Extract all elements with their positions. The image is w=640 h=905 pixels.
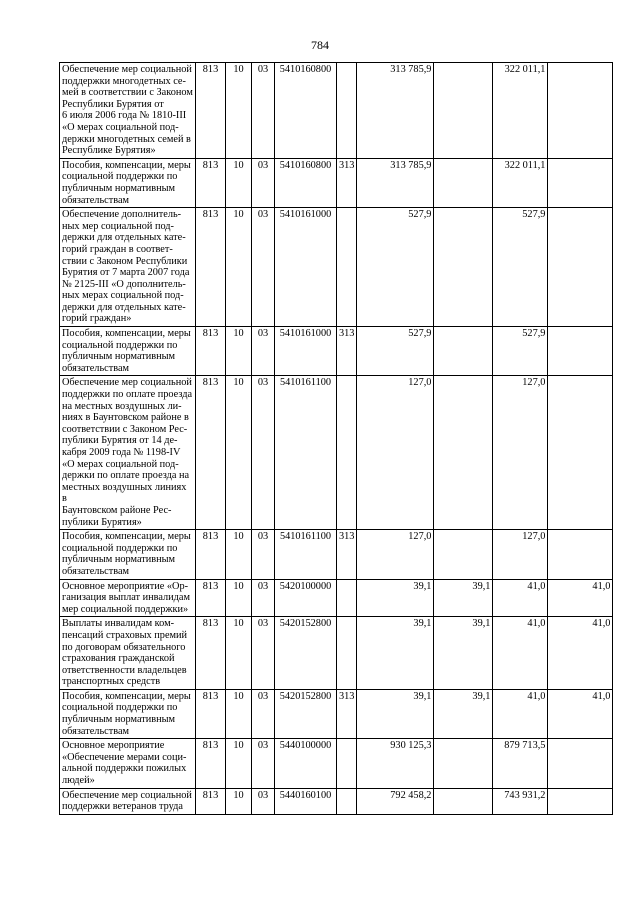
amount-year2-federal-cell [548, 158, 613, 207]
amount-year2-cell: 41,0 [493, 579, 548, 617]
row-name-cell: Основное мероприятие «Обеспечение мерами соци- альной поддержки пожилых людей» [60, 739, 196, 788]
section-cell: 10 [226, 689, 252, 738]
glava-cell: 813 [196, 788, 226, 814]
amount-year2-cell: 322 011,1 [493, 63, 548, 159]
amount-year2-federal-cell [548, 327, 613, 376]
amount-year1-federal-cell [434, 327, 493, 376]
section-cell: 10 [226, 617, 252, 690]
amount-year1-federal-cell: 39,1 [434, 689, 493, 738]
amount-year2-federal-cell: 41,0 [548, 617, 613, 690]
glava-cell: 813 [196, 208, 226, 327]
row-name-cell: Пособия, компенсации, меры социальной поддержки по публичным нормативным обязательствам [60, 689, 196, 738]
subsection-cell: 03 [252, 689, 275, 738]
expense-type-cell [337, 376, 357, 530]
glava-cell: 813 [196, 376, 226, 530]
table-row [60, 376, 613, 530]
subsection-cell: 03 [252, 63, 275, 159]
target-article-cell: 5420152800 [275, 689, 337, 738]
amount-year1-cell: 39,1 [357, 579, 434, 617]
amount-year2-federal-cell [548, 208, 613, 327]
amount-year1-cell: 930 125,3 [357, 739, 434, 788]
subsection-cell: 03 [252, 208, 275, 327]
amount-year1-cell: 313 785,9 [357, 63, 434, 159]
amount-year1-federal-cell [434, 63, 493, 159]
subsection-cell: 03 [252, 788, 275, 814]
subsection-cell: 03 [252, 327, 275, 376]
section-cell: 10 [226, 739, 252, 788]
subsection-cell: 03 [252, 739, 275, 788]
glava-cell: 813 [196, 158, 226, 207]
target-article-cell: 5410161000 [275, 208, 337, 327]
subsection-cell: 03 [252, 530, 275, 579]
amount-year1-federal-cell [434, 788, 493, 814]
amount-year1-cell: 39,1 [357, 617, 434, 690]
glava-cell: 813 [196, 579, 226, 617]
expense-type-cell: 313 [337, 158, 357, 207]
amount-year1-cell: 527,9 [357, 327, 434, 376]
table-row [60, 739, 613, 788]
amount-year2-federal-cell: 41,0 [548, 579, 613, 617]
table-row [60, 63, 613, 159]
expense-type-cell [337, 617, 357, 690]
target-article-cell: 5410161100 [275, 530, 337, 579]
section-cell: 10 [226, 63, 252, 159]
page-number: 784 [311, 38, 329, 52]
amount-year1-cell: 39,1 [357, 689, 434, 738]
glava-cell: 813 [196, 63, 226, 159]
table-body [60, 63, 613, 815]
subsection-cell: 03 [252, 158, 275, 207]
subsection-cell: 03 [252, 376, 275, 530]
subsection-cell: 03 [252, 579, 275, 617]
row-name-cell: Пособия, компенсации, меры социальной поддержки по публичным нормативным обязательствам [60, 158, 196, 207]
row-name-cell: Пособия, компенсации, меры социальной поддержки по публичным нормативным обязательствам [60, 530, 196, 579]
expense-type-cell [337, 208, 357, 327]
section-cell: 10 [226, 158, 252, 207]
table-row [60, 579, 613, 617]
section-cell: 10 [226, 376, 252, 530]
amount-year2-federal-cell: 41,0 [548, 689, 613, 738]
expense-type-cell [337, 579, 357, 617]
row-name-cell: Выплаты инвалидам ком- пенсаций страховых премий по договорам обязательного страхования гражданской ответственности владельцев транспортных средств [60, 617, 196, 690]
section-cell: 10 [226, 530, 252, 579]
expense-type-cell: 313 [337, 327, 357, 376]
section-cell: 10 [226, 208, 252, 327]
amount-year1-cell: 127,0 [357, 530, 434, 579]
table-row [60, 327, 613, 376]
amount-year2-cell: 41,0 [493, 617, 548, 690]
amount-year1-cell: 527,9 [357, 208, 434, 327]
amount-year1-cell: 792 458,2 [357, 788, 434, 814]
target-article-cell: 5410160800 [275, 158, 337, 207]
amount-year2-cell: 743 931,2 [493, 788, 548, 814]
target-article-cell: 5440100000 [275, 739, 337, 788]
row-name-cell: Обеспечение мер социальной поддержки по оплате проезда на местных воздушных ли- ниях в Баунтовском районе в соответствии с Законом Рес- публики Бурятия от 14 де- кабря 2009 года № 1198-IV «О мерах социальной под- держки по оплате проезда на местных воздушных линиях в Баунтовском районе Рес- публики Бурятия» [60, 376, 196, 530]
glava-cell: 813 [196, 739, 226, 788]
amount-year2-cell: 127,0 [493, 376, 548, 530]
table-row [60, 689, 613, 738]
table-row [60, 530, 613, 579]
expense-type-cell [337, 63, 357, 159]
amount-year2-cell: 127,0 [493, 530, 548, 579]
table-row [60, 617, 613, 690]
amount-year2-federal-cell [548, 788, 613, 814]
amount-year1-federal-cell [434, 376, 493, 530]
amount-year1-federal-cell: 39,1 [434, 617, 493, 690]
amount-year2-cell: 41,0 [493, 689, 548, 738]
target-article-cell: 5420100000 [275, 579, 337, 617]
amount-year1-cell: 313 785,9 [357, 158, 434, 207]
row-name-cell: Пособия, компенсации, меры социальной поддержки по публичным нормативным обязательствам [60, 327, 196, 376]
amount-year2-cell: 527,9 [493, 327, 548, 376]
row-name-cell: Основное мероприятие «Ор- ганизация выплат инвалидам мер социальной поддержки» [60, 579, 196, 617]
budget-table [59, 62, 613, 815]
section-cell: 10 [226, 579, 252, 617]
amount-year2-federal-cell [548, 530, 613, 579]
target-article-cell: 5410161100 [275, 376, 337, 530]
target-article-cell: 5440160100 [275, 788, 337, 814]
subsection-cell: 03 [252, 617, 275, 690]
expense-type-cell [337, 788, 357, 814]
row-name-cell: Обеспечение мер социальной поддержки многодетных се- мей в соответствии с Законом Республики Бурятия от 6 июля 2006 года № 1810-III «О мерах социальной под- держки многодетных семей в Республике Бурятия» [60, 63, 196, 159]
amount-year2-cell: 879 713,5 [493, 739, 548, 788]
amount-year2-cell: 527,9 [493, 208, 548, 327]
amount-year1-federal-cell: 39,1 [434, 579, 493, 617]
expense-type-cell: 313 [337, 689, 357, 738]
amount-year1-cell: 127,0 [357, 376, 434, 530]
amount-year1-federal-cell [434, 530, 493, 579]
amount-year2-federal-cell [548, 63, 613, 159]
row-name-cell: Обеспечение дополнитель- ных мер социальной под- держки для отдельных кате- горий граждан в соответ- ствии с Законом Республики Бурятия от 7 марта 2007 года № 2125-III «О дополнитель- ных мерах социальной под- держки для отдельных кате- горий граждан» [60, 208, 196, 327]
target-article-cell: 5420152800 [275, 617, 337, 690]
section-cell: 10 [226, 788, 252, 814]
table-row [60, 788, 613, 814]
amount-year2-federal-cell [548, 376, 613, 530]
target-article-cell: 5410160800 [275, 63, 337, 159]
glava-cell: 813 [196, 327, 226, 376]
table-row [60, 208, 613, 327]
amount-year2-cell: 322 011,1 [493, 158, 548, 207]
target-article-cell: 5410161000 [275, 327, 337, 376]
amount-year2-federal-cell [548, 739, 613, 788]
expense-type-cell: 313 [337, 530, 357, 579]
expense-type-cell [337, 739, 357, 788]
glava-cell: 813 [196, 530, 226, 579]
table-row [60, 158, 613, 207]
glava-cell: 813 [196, 689, 226, 738]
amount-year1-federal-cell [434, 739, 493, 788]
section-cell: 10 [226, 327, 252, 376]
row-name-cell: Обеспечение мер социальной поддержки ветеранов труда [60, 788, 196, 814]
glava-cell: 813 [196, 617, 226, 690]
amount-year1-federal-cell [434, 158, 493, 207]
amount-year1-federal-cell [434, 208, 493, 327]
